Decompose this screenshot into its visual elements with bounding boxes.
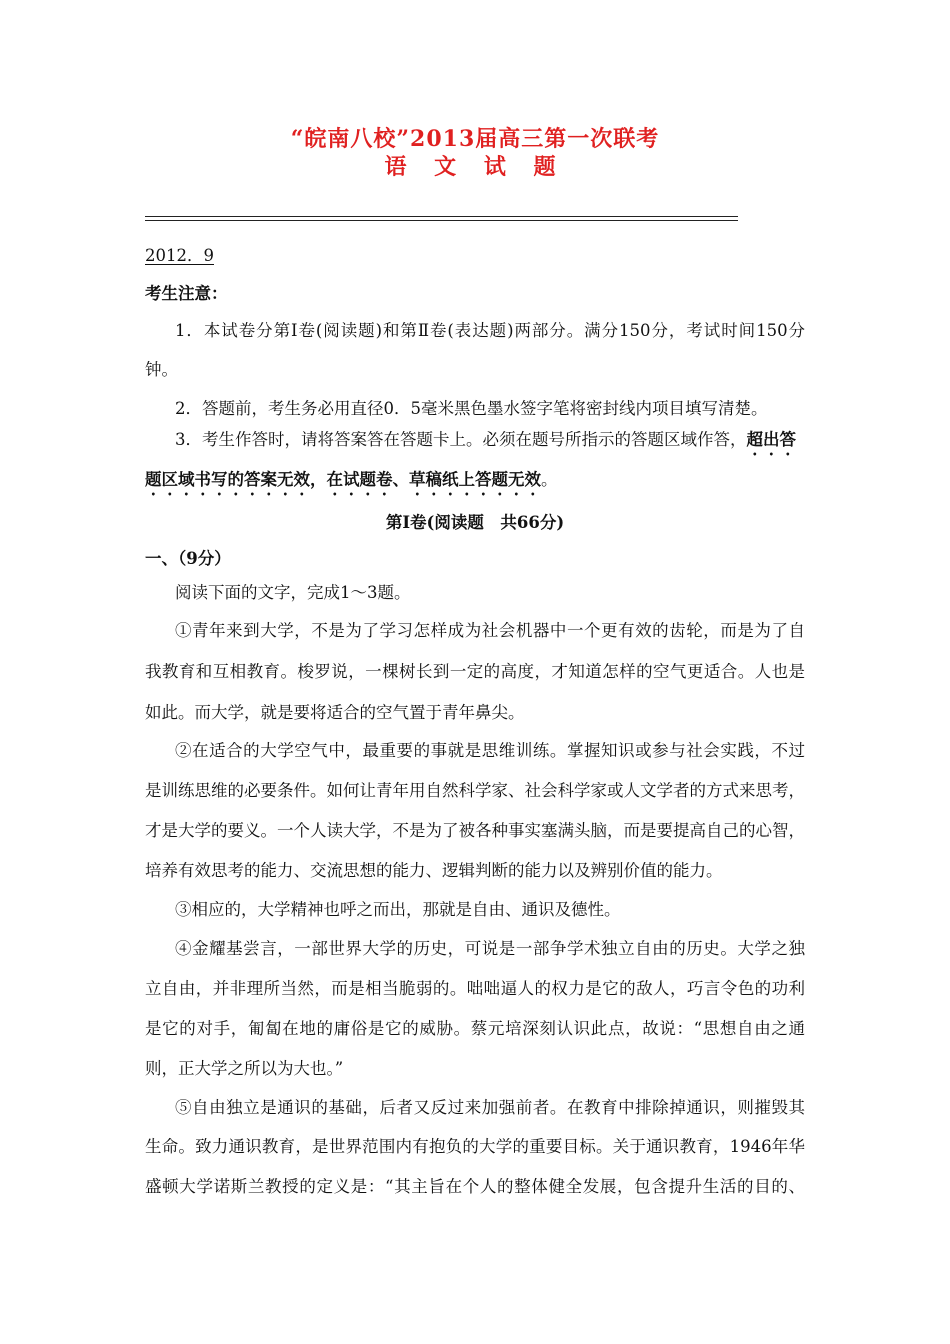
reading-instruction: 阅读下面的文字，完成1～3题。 [175,583,411,602]
notice-item-1-cont: 钟。 [145,360,178,379]
exam-title: “皖南八校”2013届高三第一次联考 [290,126,660,152]
notice-item-3-cont [145,466,805,499]
exam-subtitle: 语 文 试 题 [384,154,566,180]
passage-line: 如此。而大学，就是要将适合的空气置于青年鼻尖。 [145,703,525,722]
part-heading: 一、（9分） [145,549,231,568]
notice-item-3 [175,426,815,459]
notice-item-2: 2．答题前，考生务必用直径0．5毫米黑色墨水签字笔将密封线内项目填写清楚。 [175,399,768,418]
notice-item-3-end: 。 [541,470,558,489]
notice-item-3-emphasis: 超出答 [746,430,796,449]
passage-line: 是它的对手，匍匐在地的庸俗是它的威胁。蔡元培深刻认识此点，故说：“思想自由之通 [145,1019,805,1038]
passage-line: 才是大学的要义。一个人读大学，不是为了被各种事实塞满头脑，而是要提高自己的心智， [145,821,805,840]
passage-line: ③相应的，大学精神也呼之而出，那就是自由、通识及德性。 [175,900,621,919]
notice-item-3-emphasis-cont: 题区域书写的答案无效，在试题卷、草稿纸上答题无效 [145,470,541,489]
passage-line: 培养有效思考的能力、交流思想的能力、逻辑判断的能力以及辨别价值的能力。 [145,861,723,880]
passage-line: ②在适合的大学空气中，最重要的事就是思维训练。掌握知识或参与社会实践，不过 [175,741,805,760]
passage-line: ④金耀基尝言，一部世界大学的历史，可说是一部争学术独立自由的历史。大学之独 [175,939,805,958]
divider-top [145,216,738,217]
notice-item-1: 1．本试卷分第Ⅰ卷(阅读题)和第Ⅱ卷(表达题)两部分。满分150分，考试时间150分 [175,321,805,340]
notice-heading: 考生注意： [145,284,228,303]
section-heading: 第Ⅰ卷(阅读题 共66分) [385,513,565,532]
divider-bottom [145,220,738,221]
notice-item-3-text: 3．考生作答时，请将答案答在答题卡上。必须在题号所指示的答题区域作答， [175,430,747,449]
exam-date: 2012．9 [145,246,214,265]
passage-line: ①青年来到大学，不是为了学习怎样成为社会机器中一个更有效的齿轮，而是为了自 [175,621,805,640]
passage-line: 则，正大学之所以为大也。” [145,1059,344,1078]
passage-line: 我教育和互相教育。梭罗说，一棵树长到一定的高度，才知道怎样的空气更适合。人也是 [145,662,805,681]
passage-line: 盛顿大学诺斯兰教授的定义是：“其主旨在个人的整体健全发展，包含提升生活的目的、 [145,1177,805,1196]
passage-line: 立自由，并非理所当然，而是相当脆弱的。咄咄逼人的权力是它的敌人，巧言令色的功利 [145,979,805,998]
passage-line: 生命。致力通识教育，是世界范围内有抱负的大学的重要目标。关于通识教育，1946年华 [145,1137,805,1156]
passage-line: ⑤自由独立是通识的基础，后者又反过来加强前者。在教育中排除掉通识，则摧毁其 [175,1098,805,1117]
passage-line: 是训练思维的必要条件。如何让青年用自然科学家、社会科学家或人文学者的方式来思考， [145,781,805,800]
